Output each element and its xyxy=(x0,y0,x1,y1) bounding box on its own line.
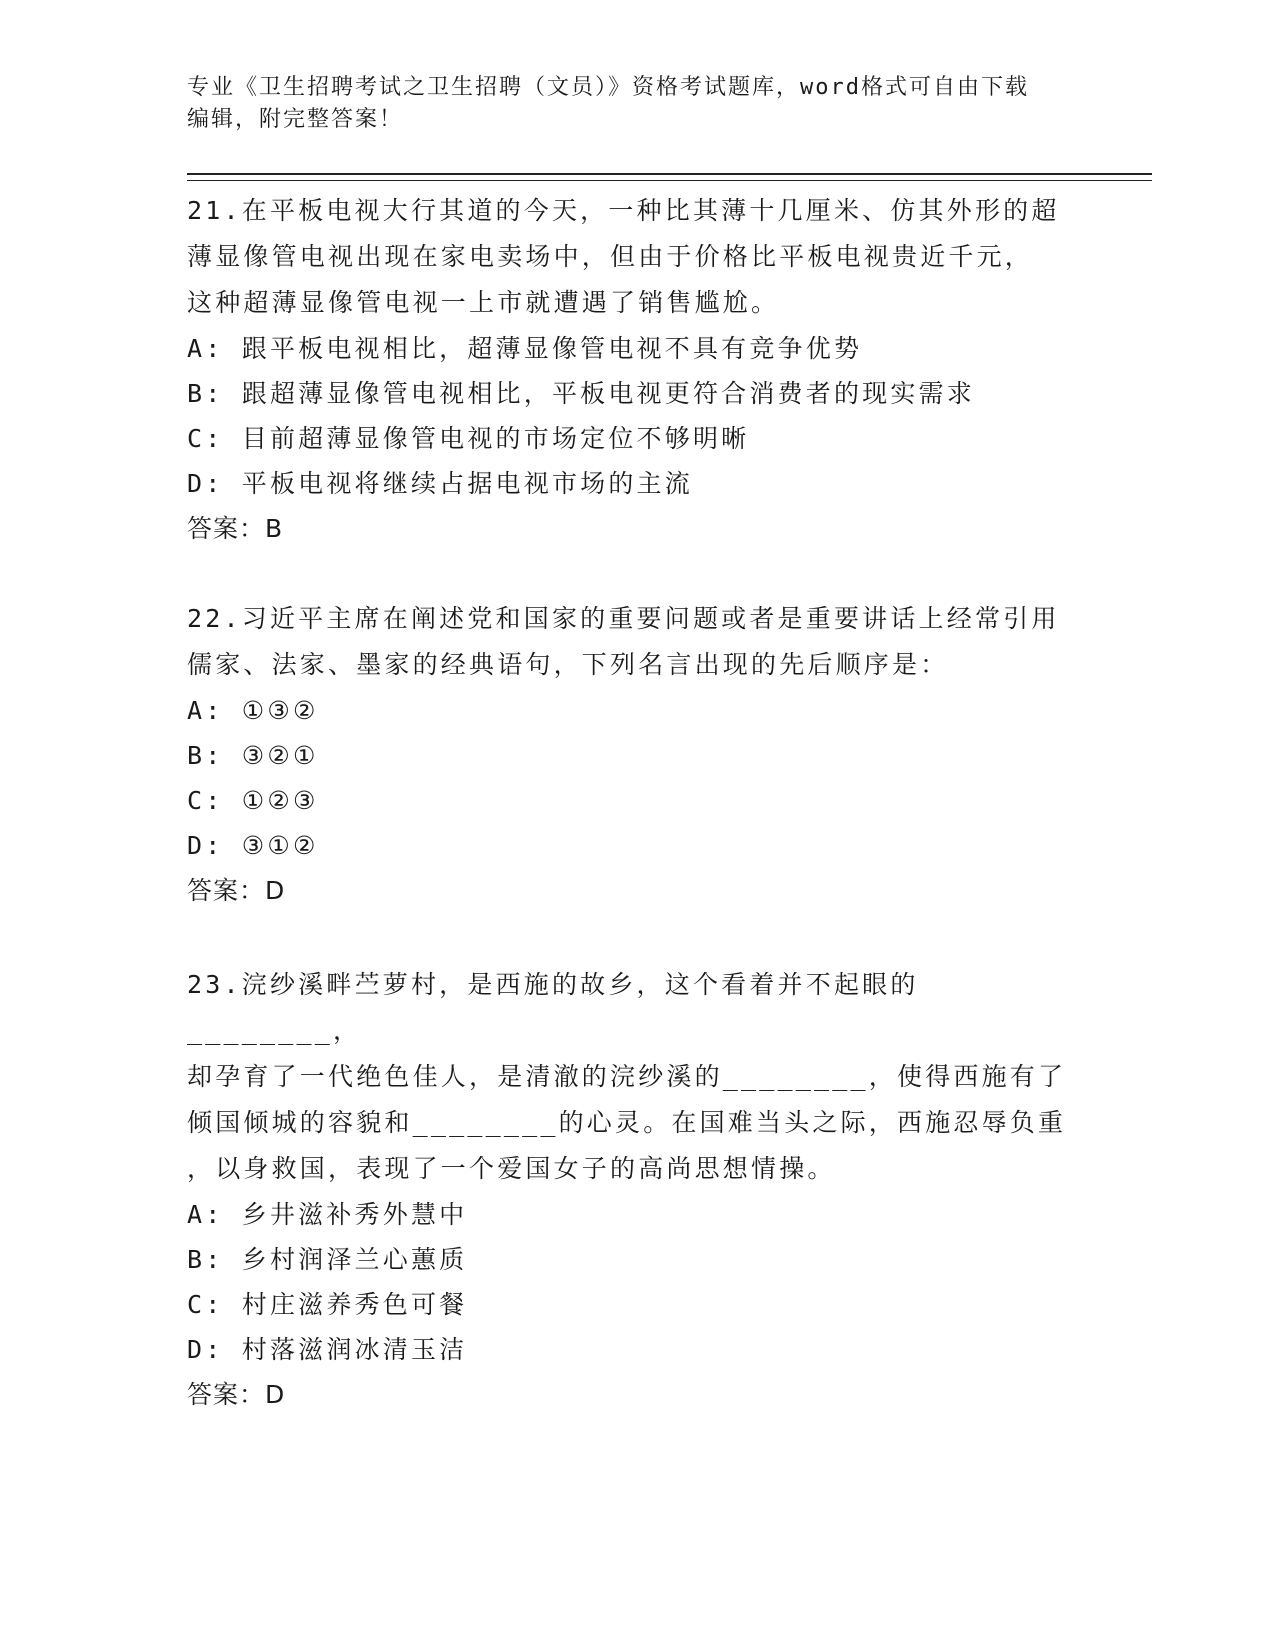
document-header xyxy=(187,72,1067,136)
option-d: D: 村落滋润冰清玉洁 xyxy=(187,1335,468,1364)
option-b: B: ③②① xyxy=(187,741,319,770)
question-stem-line: 儒家、法家、墨家的经典语句，下列名言出现的先后顺序是： xyxy=(187,650,949,679)
option-a: A: ①③② xyxy=(187,696,319,725)
question-stem-line: 23.浣纱溪畔苎萝村，是西施的故乡，这个看着并不起眼的________， xyxy=(187,970,919,1045)
question-stem-line: 这种超薄显像管电视一上市就遭遇了销售尴尬。 xyxy=(187,288,780,317)
question-stem-line: 22.习近平主席在阐述党和国家的重要问题或者是重要讲话上经常引用 xyxy=(187,604,1060,633)
answer-line: 答案：D xyxy=(187,876,286,905)
question-21 xyxy=(187,188,1087,552)
answer-line: 答案：D xyxy=(187,1380,286,1409)
question-22 xyxy=(187,596,1087,914)
header-divider-thin xyxy=(187,180,1152,181)
question-23 xyxy=(187,962,1087,1418)
question-stem-line: 薄显像管电视出现在家电卖场中，但由于价格比平板电视贵近千元， xyxy=(187,242,1034,271)
header-line-2: 编辑，附完整答案！ xyxy=(187,107,404,132)
question-stem-line: 21.在平板电视大行其道的今天，一种比其薄十几厘米、仿其外形的超 xyxy=(187,196,1060,225)
option-b: B: 跟超薄显像管电视相比，平板电视更符合消费者的现实需求 xyxy=(187,379,975,408)
header-divider-thick xyxy=(187,173,1152,175)
option-a: A: 乡井滋补秀外慧中 xyxy=(187,1200,468,1229)
question-stem-line: 却孕育了一代绝色佳人，是清澈的浣纱溪的________，使得西施有了 xyxy=(187,1062,1067,1091)
option-a: A: 跟平板电视相比，超薄显像管电视不具有竞争优势 xyxy=(187,334,863,363)
option-c: C: 村庄滋养秀色可餐 xyxy=(187,1290,468,1319)
option-d: D: 平板电视将继续占据电视市场的主流 xyxy=(187,469,693,498)
option-c: C: 目前超薄显像管电视的市场定位不够明晰 xyxy=(187,424,750,453)
question-stem-line: ，以身救国，表现了一个爱国女子的高尚思想情操。 xyxy=(187,1154,836,1183)
option-d: D: ③①② xyxy=(187,831,319,860)
option-c: C: ①②③ xyxy=(187,786,319,815)
header-line-1: 专业《卫生招聘考试之卫生招聘（文员）》资格考试题库，word格式可自由下载 xyxy=(187,75,1029,100)
option-b: B: 乡村润泽兰心蕙质 xyxy=(187,1245,468,1274)
question-stem-line: 倾国倾城的容貌和________的心灵。在国难当头之际，西施忍辱负重 xyxy=(187,1108,1067,1137)
answer-line: 答案：B xyxy=(187,514,284,543)
